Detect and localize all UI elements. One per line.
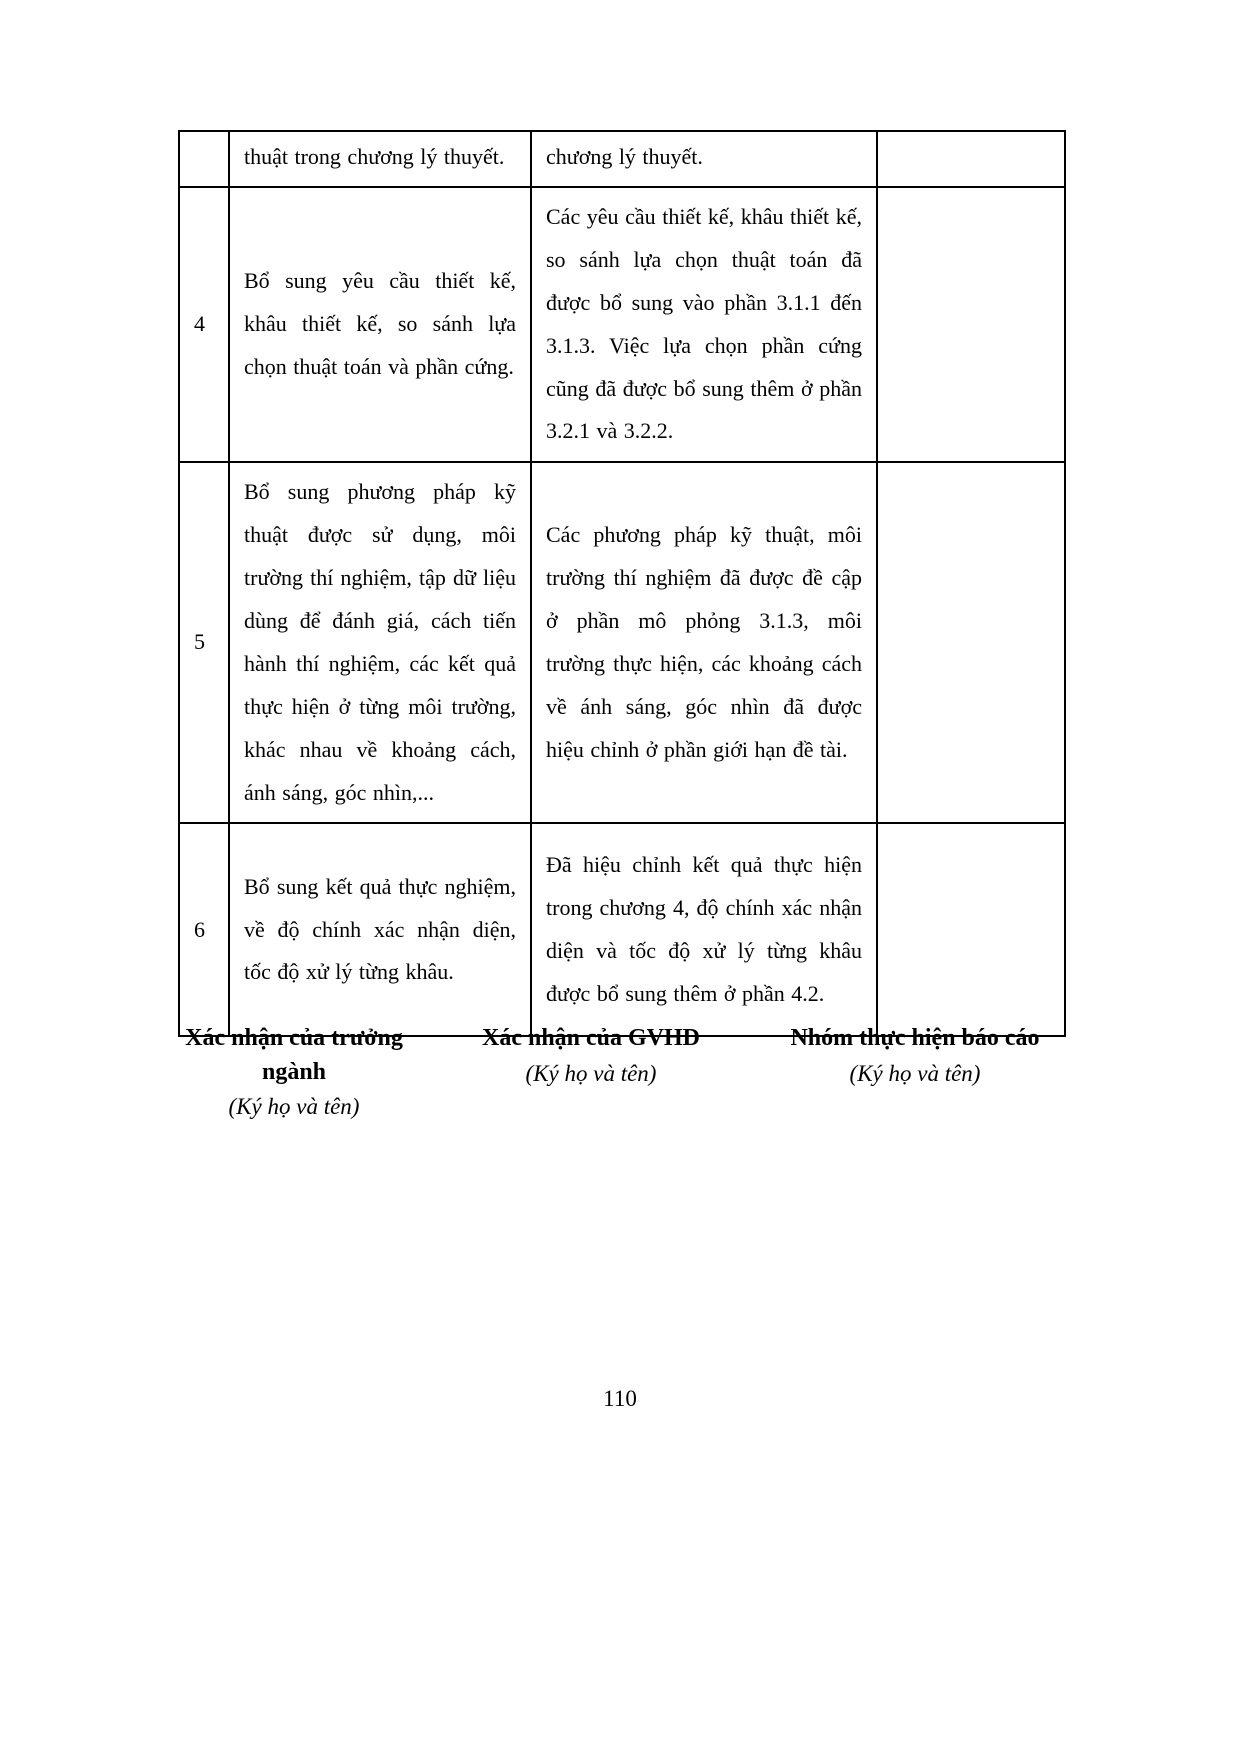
table-cell-request: thuật trong chương lý thuyết. (229, 131, 531, 187)
table-row (179, 187, 1065, 462)
table-row (179, 462, 1065, 823)
signature-title: Nhóm thực hiện báo cáo (790, 1025, 1040, 1051)
signature-subtitle: (Ký họ và tên) (849, 1060, 981, 1086)
signature-block-nhom (762, 1022, 1068, 1090)
signature-subtitle: (Ký họ và tên) (228, 1094, 360, 1120)
table-cell-note (877, 131, 1065, 187)
table-cell-number: 6 (179, 823, 229, 1036)
table-row (179, 823, 1065, 1036)
table-cell-number (179, 131, 229, 187)
table-cell-note (877, 462, 1065, 823)
table-cell-request: Bổ sung kết quả thực nghiệm, về độ chính xác nhận diện, tốc độ xử lý từng khâu. (229, 823, 531, 1036)
table-cell-note (877, 187, 1065, 462)
table-cell-number: 4 (179, 187, 229, 462)
table-cell-number: 5 (179, 462, 229, 823)
revision-table (178, 130, 1066, 1037)
signature-section (168, 1022, 1068, 1123)
signature-block-truong-nganh (168, 1022, 420, 1123)
table-cell-request: Bổ sung phương pháp kỹ thuật được sử dụng, môi trường thí nghiệm, tập dữ liệu dùng để đánh giá, cách tiến hành thí nghiệm, các kết quả thực hiện ở từng môi trường, khác nhau về khoảng cách, ánh sáng, góc nhìn,... (229, 462, 531, 823)
table-cell-request: Bổ sung yêu cầu thiết kế, khâu thiết kế, so sánh lựa chọn thuật toán và phần cứng. (229, 187, 531, 462)
signature-subtitle: (Ký họ và tên) (525, 1060, 657, 1086)
table-cell-response: Đã hiệu chỉnh kết quả thực hiện trong chương 4, độ chính xác nhận diện và tốc độ xử lý từng khâu được bổ sung thêm ở phần 4.2. (531, 823, 877, 1036)
signature-block-gvhd (465, 1022, 717, 1090)
table-cell-response: Các yêu cầu thiết kế, khâu thiết kế, so sánh lựa chọn thuật toán đã được bổ sung vào phần 3.1.1 đến 3.1.3. Việc lựa chọn phần cứng cũng đã được bổ sung thêm ở phần 3.2.1 và 3.2.2. (531, 187, 877, 462)
table-row (179, 131, 1065, 187)
table-cell-response: Các phương pháp kỹ thuật, môi trường thí nghiệm đã được đề cập ở phần mô phỏng 3.1.3, môi trường thực hiện, các khoảng cách về ánh sáng, góc nhìn đã được hiệu chỉnh ở phần giới hạn đề tài. (531, 462, 877, 823)
signature-title: Xác nhận của GVHD (481, 1025, 701, 1051)
table-cell-response: chương lý thuyết. (531, 131, 877, 187)
signature-title: Xác nhận của trưởng ngành (185, 1025, 403, 1085)
table-cell-note (877, 823, 1065, 1036)
page-number: 110 (603, 1386, 637, 1411)
